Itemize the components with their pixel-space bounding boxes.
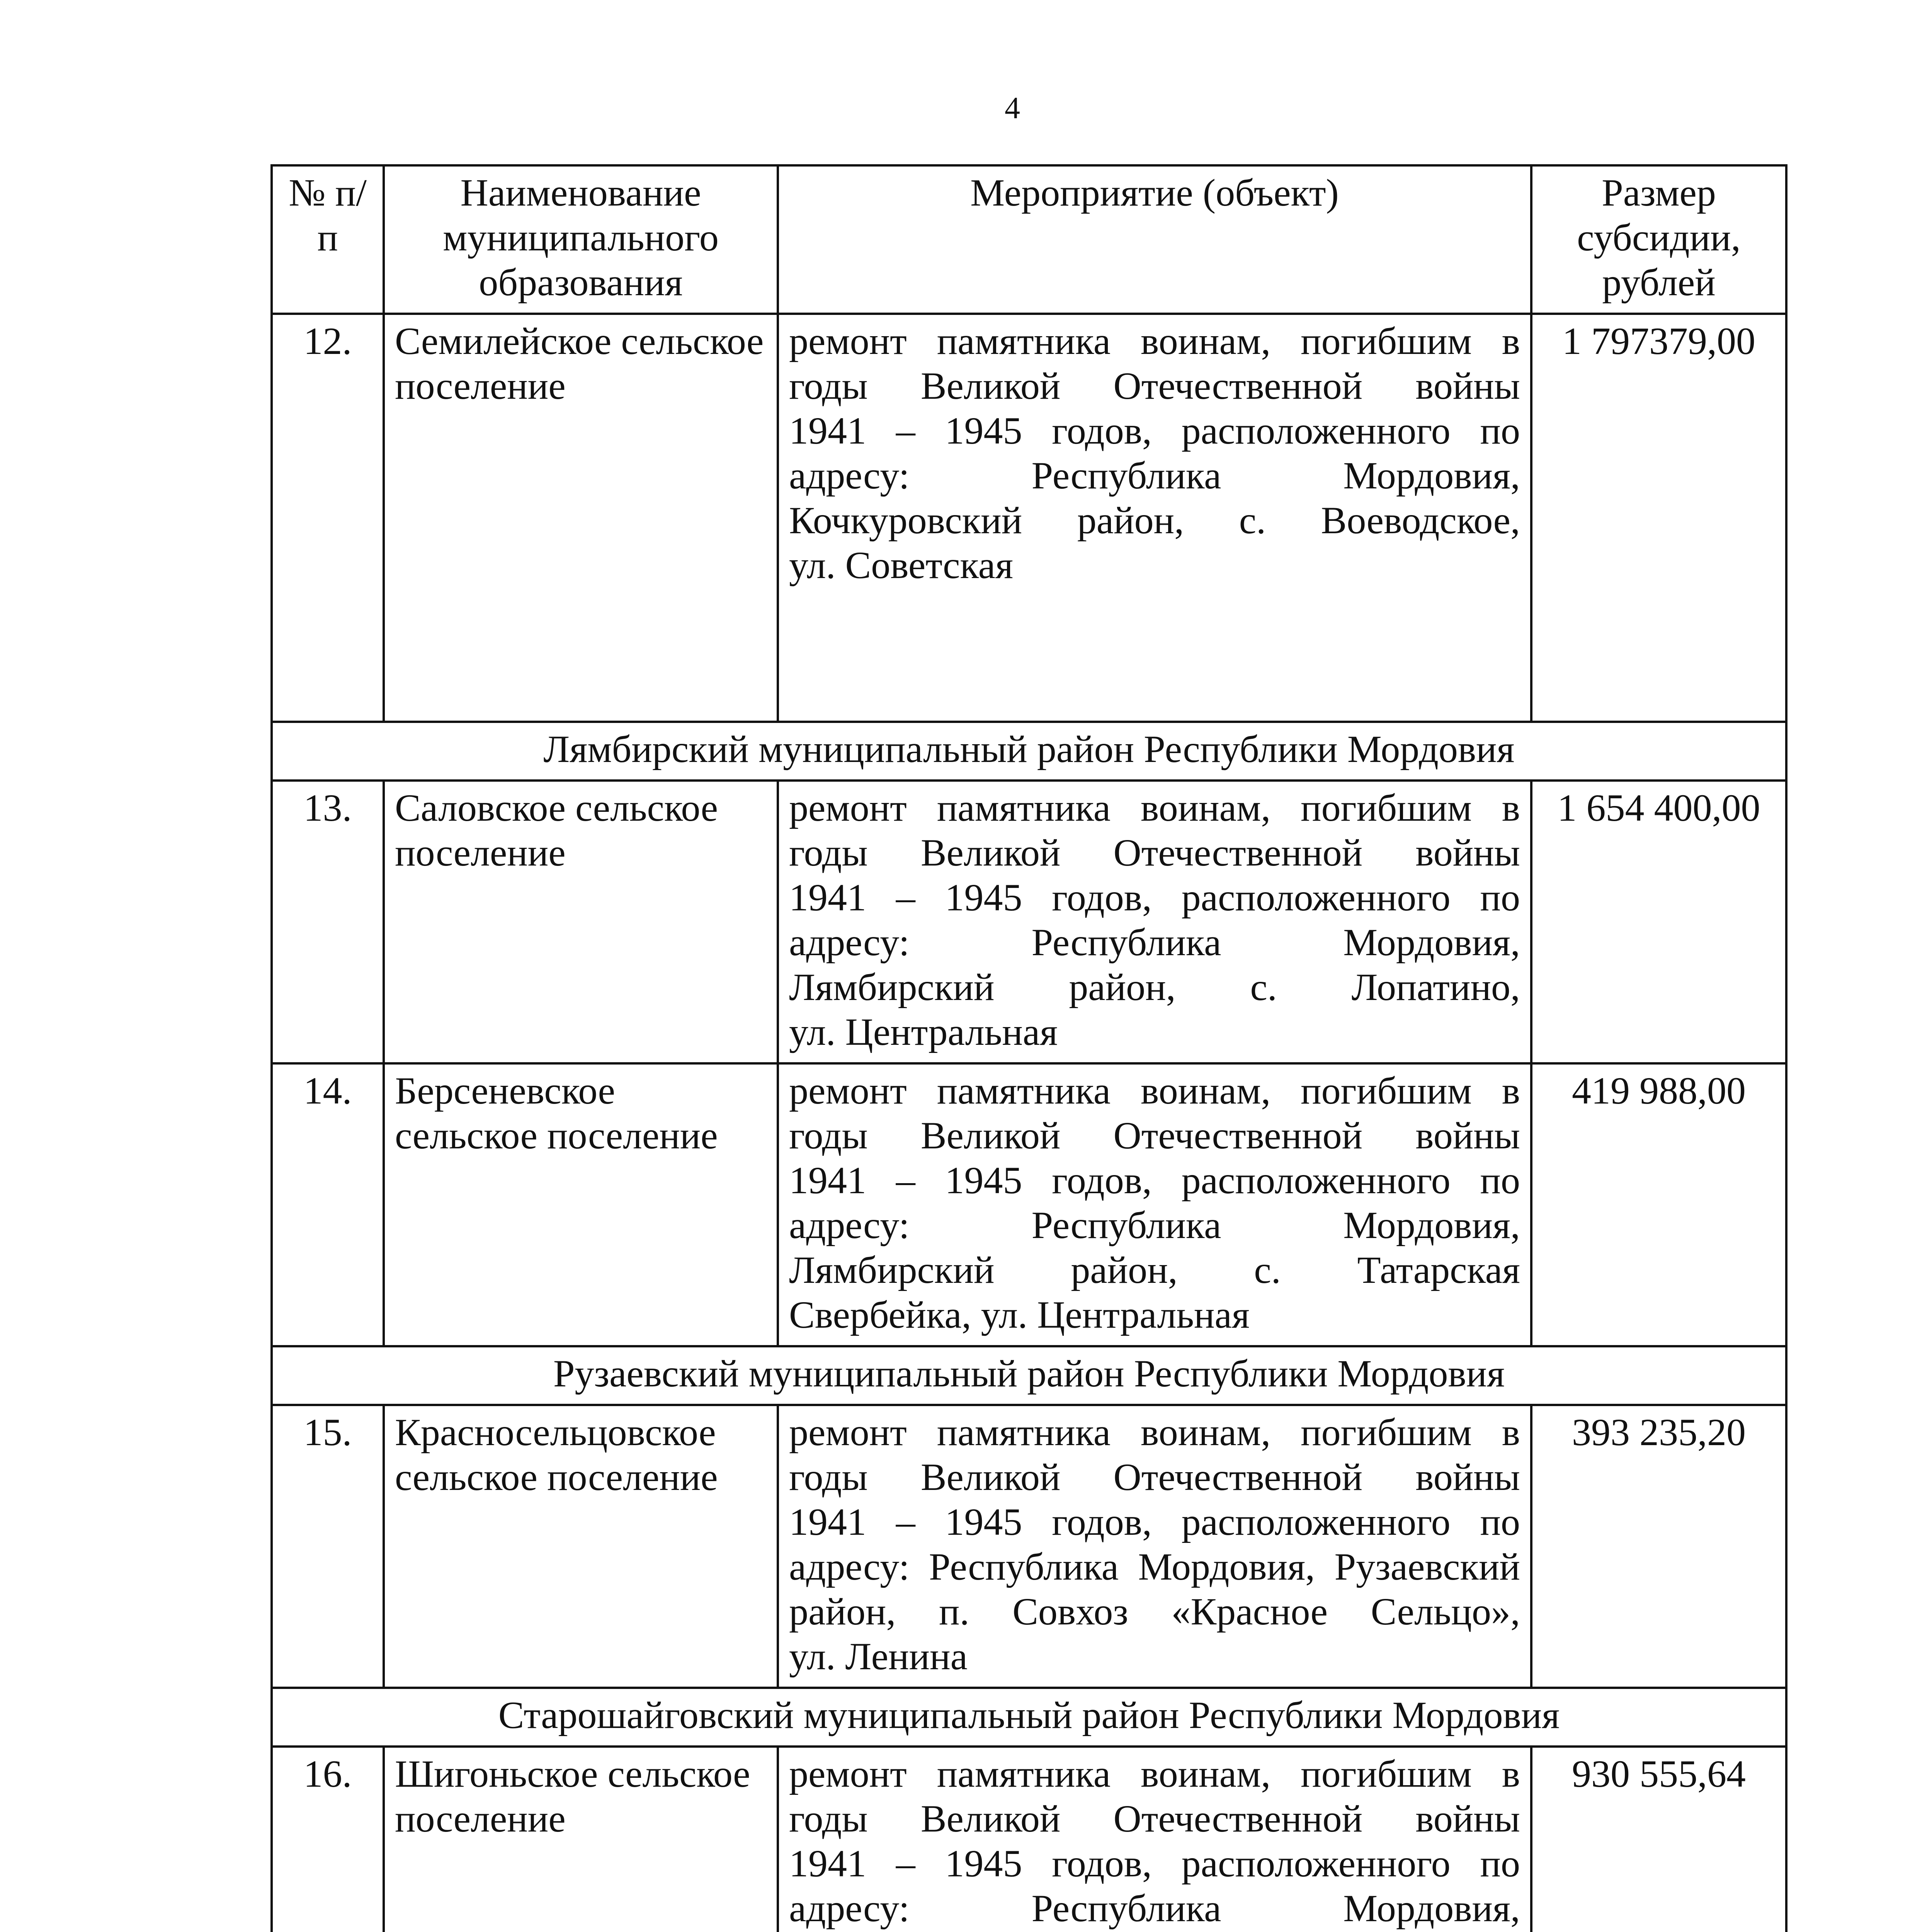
header-municipality: Наименование муниципального образования bbox=[384, 165, 778, 314]
table-row bbox=[272, 314, 1786, 722]
event-line: ремонт памятника воинам, погибшим в bbox=[789, 786, 1520, 829]
event-line: ул. Центральная bbox=[789, 1010, 1058, 1053]
subsidy-table bbox=[270, 164, 1787, 1932]
district-row bbox=[272, 722, 1786, 781]
table-header-row bbox=[272, 165, 1786, 314]
event-line: Лямбирский район, с. Татарская bbox=[789, 1248, 1520, 1291]
event-line: 1941 – 1945 годов, расположенного по bbox=[789, 876, 1520, 919]
municipality-name: Семилейское сельское поселение bbox=[384, 314, 778, 722]
event-line: 1941 – 1945 годов, расположенного по bbox=[789, 409, 1520, 452]
subsidy-amount: 930 555,64 bbox=[1531, 1747, 1786, 1932]
district-row bbox=[272, 1688, 1786, 1747]
event-line: адресу: Республика Мордовия, bbox=[789, 1204, 1520, 1247]
event-line: ремонт памятника воинам, погибшим в bbox=[789, 1069, 1520, 1112]
event-line: ремонт памятника воинам, погибшим в bbox=[789, 1752, 1520, 1795]
row-number: 12. bbox=[272, 314, 384, 722]
event-line: 1941 – 1945 годов, расположенного по bbox=[789, 1500, 1520, 1543]
event-line: адресу: Республика Мордовия, bbox=[789, 454, 1520, 497]
event-line: Кочкуровский район, с. Воеводское, bbox=[789, 499, 1520, 542]
event-line: адресу: Республика Мордовия, bbox=[789, 921, 1520, 964]
event-line: адресу: Республика Мордовия, Рузаевский bbox=[789, 1545, 1520, 1588]
municipality-name: Красносельцовское сельское поселение bbox=[384, 1405, 778, 1688]
header-number: № п/п bbox=[272, 165, 384, 314]
event-line: 1941 – 1945 годов, расположенного по bbox=[789, 1159, 1520, 1202]
table-row bbox=[272, 1747, 1786, 1932]
event-line: район, п. Совхоз «Красное Сельцо», bbox=[789, 1590, 1520, 1633]
subsidy-amount: 1 654 400,00 bbox=[1531, 781, 1786, 1063]
subsidy-amount: 419 988,00 bbox=[1531, 1063, 1786, 1346]
event-description bbox=[778, 1063, 1531, 1346]
event-line: годы Великой Отечественной войны bbox=[789, 831, 1520, 874]
event-description bbox=[778, 314, 1531, 722]
row-number: 15. bbox=[272, 1405, 384, 1688]
event-description bbox=[778, 781, 1531, 1063]
district-heading: Старошайговский муниципальный район Республики Мордовия bbox=[272, 1688, 1786, 1747]
event-description bbox=[778, 1747, 1531, 1932]
header-event: Мероприятие (объект) bbox=[778, 165, 1531, 314]
event-line: годы Великой Отечественной войны bbox=[789, 1797, 1520, 1840]
municipality-name: Берсеневское сельское поселение bbox=[384, 1063, 778, 1346]
municipality-name: Саловское сельское поселение bbox=[384, 781, 778, 1063]
event-line: годы Великой Отечественной войны bbox=[789, 364, 1520, 407]
header-amount: Размер субсидии, рублей bbox=[1531, 165, 1786, 314]
row-number: 14. bbox=[272, 1063, 384, 1346]
subsidy-amount: 1 797379,00 bbox=[1531, 314, 1786, 722]
event-line: 1941 – 1945 годов, расположенного по bbox=[789, 1842, 1520, 1885]
row-number: 13. bbox=[272, 781, 384, 1063]
event-line: ул. Советская bbox=[789, 544, 1013, 587]
district-heading: Рузаевский муниципальный район Республики Мордовия bbox=[272, 1346, 1786, 1405]
event-line: ремонт памятника воинам, погибшим в bbox=[789, 320, 1520, 362]
event-line: ремонт памятника воинам, погибшим в bbox=[789, 1411, 1520, 1454]
table-row bbox=[272, 781, 1786, 1063]
municipality-name: Шигоньское сельское поселение bbox=[384, 1747, 778, 1932]
event-line: адресу: Республика Мордовия, bbox=[789, 1887, 1520, 1930]
district-heading: Лямбирский муниципальный район Республики Мордовия bbox=[272, 722, 1786, 781]
subsidy-amount: 393 235,20 bbox=[1531, 1405, 1786, 1688]
event-line: годы Великой Отечественной войны bbox=[789, 1456, 1520, 1498]
event-line: ул. Ленина bbox=[789, 1635, 968, 1678]
table-row bbox=[272, 1063, 1786, 1346]
table-row bbox=[272, 1405, 1786, 1688]
event-line: годы Великой Отечественной войны bbox=[789, 1114, 1520, 1157]
district-row bbox=[272, 1346, 1786, 1405]
event-description bbox=[778, 1405, 1531, 1688]
page-number: 4 bbox=[1005, 91, 1020, 125]
row-number: 16. bbox=[272, 1747, 384, 1932]
event-line: Свербейка, ул. Центральная bbox=[789, 1293, 1250, 1336]
event-line: Лямбирский район, с. Лопатино, bbox=[789, 966, 1520, 1009]
